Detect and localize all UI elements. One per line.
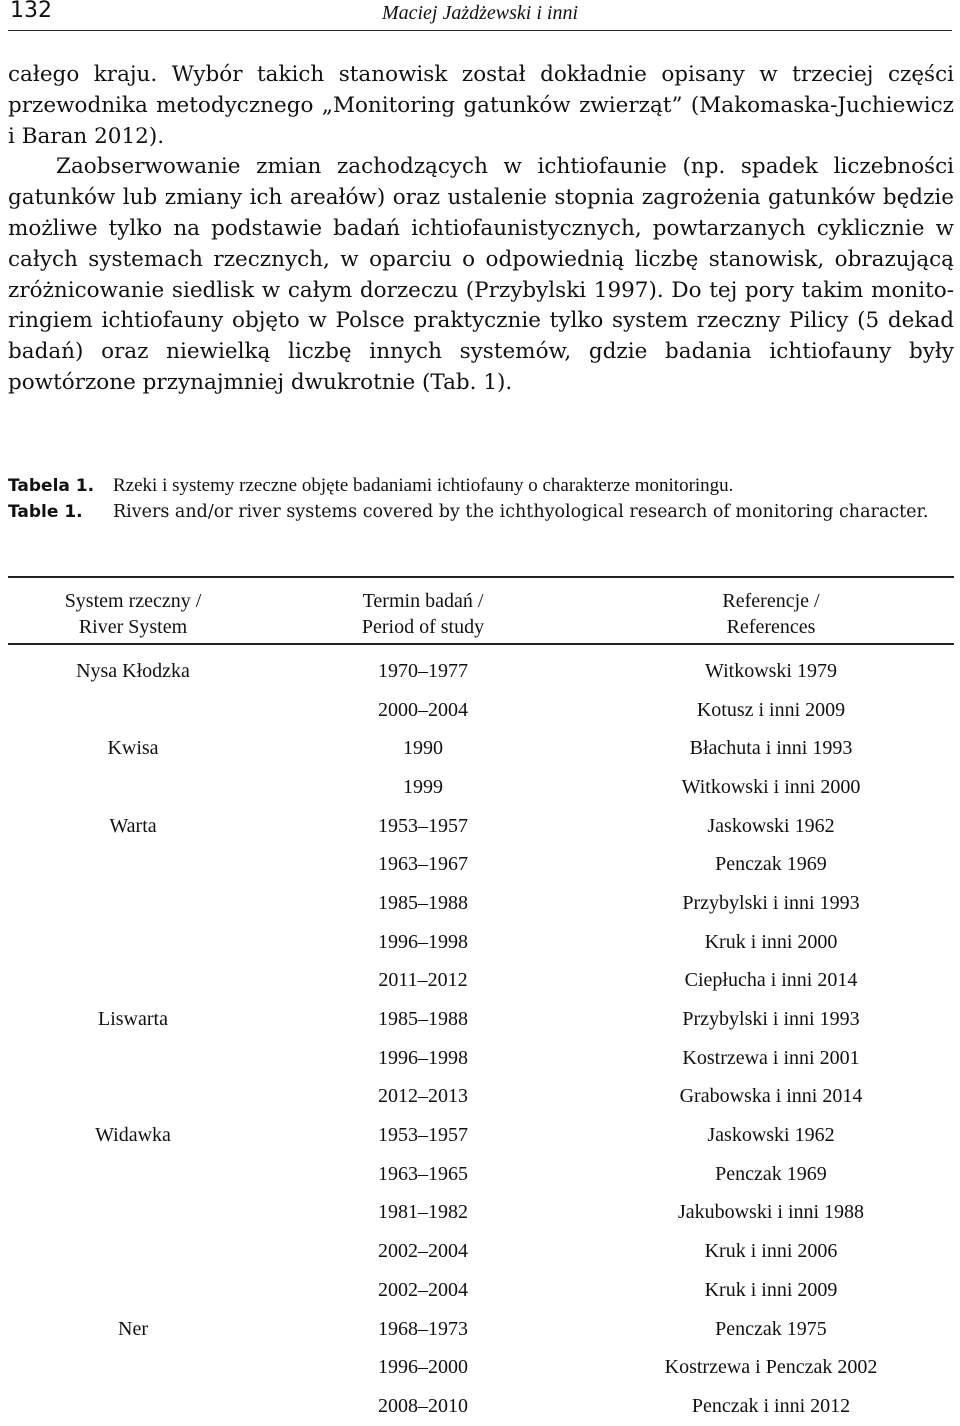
table-row [8,729,954,768]
running-title: Maciej Jażdżewski i inni [381,2,579,24]
cell-reference: Witkowski 1979 [705,659,837,682]
cell-reference: Kotusz i inni 2009 [696,698,846,721]
table-row [8,1078,954,1117]
cell-period: 2008–2010 [378,1394,468,1417]
cell-period: 1985–1988 [378,1008,468,1031]
table-row [8,768,954,807]
cell-river-system [8,1078,258,1117]
table-row [8,884,954,923]
table-row [8,1155,954,1194]
table-row [8,962,954,1001]
caption-text-english: Rivers and/or river systems covered by the ichthyological research of monitoring character. [113,502,929,522]
table-row [8,845,954,884]
cell-reference: Przybylski i inni 1993 [682,1008,860,1031]
cell-river-system [8,884,258,923]
cell-period: 1981–1982 [378,1201,468,1224]
cell-reference: Penczak i inni 2012 [691,1394,851,1417]
table-row [8,652,954,691]
cell-river-system [8,691,258,730]
cell-river-system [8,1155,258,1194]
cell-reference: Jaskowski 1962 [707,1124,835,1147]
cell-period: 2011–2012 [378,969,468,992]
cell-river-system: Ner [118,1317,148,1340]
cell-river-system: Warta [109,814,157,837]
page-header [8,0,952,31]
cell-river-system [8,845,258,884]
header-references: Referencje / References [722,590,820,638]
caption-label-polish: Tabela 1. [8,476,95,496]
cell-period: 1963–1967 [378,853,468,876]
cell-river-system: Widawka [95,1124,171,1147]
table-caption-english [8,499,954,525]
cell-period: 1953–1957 [378,1124,468,1147]
cell-period: 2012–2013 [378,1085,468,1108]
cell-river-system [8,1387,258,1426]
body-text [8,60,954,399]
table-row [8,1310,954,1349]
page-number: 132 [10,0,52,23]
cell-reference: Ciepłucha i inni 2014 [684,969,858,992]
cell-period: 1996–2000 [378,1356,468,1379]
cell-reference: Kruk i inni 2006 [704,1240,838,1263]
table-row [8,1232,954,1271]
table-header-row [8,584,954,644]
table-row [8,923,954,962]
cell-period: 1968–1973 [378,1317,468,1340]
cell-river-system [8,1232,258,1271]
table-row [8,691,954,730]
cell-river-system [8,768,258,807]
table-row [8,1000,954,1039]
table-row [8,807,954,846]
header-period-of-study: Termin badań / Period of study [361,590,485,638]
table-row [8,1387,954,1426]
caption-label-english: Table 1. [8,502,83,522]
cell-reference: Przybylski i inni 1993 [682,891,860,914]
cell-reference: Kostrzewa i inni 2001 [682,1046,860,1069]
paragraph-2: Zaobserwowanie zmian zachodzących w ichtiofaunie (np. spadek liczebności gatunków lub zmiany ich areałów) oraz ustalenie stopnia zagrożenia gatunków będzie możliwe tylko na podstawie badań ichtiofaunistycznych, powtarzanych cyklicznie w całych systemach rzecznych, w oparciu o odpowiednią liczbę stanowisk, obrazującą zróżnicowanie siedlisk w całym dorzeczu (Przybylski 1997). Do tej pory takim monitoringiem ichtiofauny objęto w Polsce praktycznie tylko system rzeczny Pilicy (5 dekad badań) oraz niewielką liczbę innych systemów, gdzie badania ichtiofauny były powtórzone przynajmniej dwukrotnie (Tab. 1). [8,154,954,395]
cell-period: 1996–1998 [378,1046,468,1069]
cell-river-system: Kwisa [107,737,159,760]
table-top-rule [8,576,954,578]
cell-river-system: Nysa Kłodzka [76,659,190,682]
cell-period: 1953–1957 [378,814,468,837]
cell-river-system [8,1271,258,1310]
cell-period: 2002–2004 [378,1278,468,1301]
cell-river-system [8,923,258,962]
cell-river-system: Liswarta [98,1008,168,1031]
cell-period: 2000–2004 [378,698,468,721]
table-row [8,1116,954,1155]
cell-river-system [8,1039,258,1078]
cell-river-system [8,1194,258,1233]
cell-reference: Witkowski i inni 2000 [681,775,861,798]
cell-period: 1985–1988 [378,891,468,914]
cell-reference: Kruk i inni 2009 [704,1278,838,1301]
caption-text-polish: Rzeki i systemy rzeczne objęte badaniami ichtiofauny o charakterze monitoringu. [113,475,734,496]
cell-reference: Kruk i inni 2000 [704,930,838,953]
cell-river-system [8,1348,258,1387]
paragraph-1: całego kraju. Wybór takich stanowisk został dokładnie opisany w trzeciej części przewodnika metodycznego „Monitoring gatunków zwierząt” (Makomaska-Juchiewicz i Baran 2012). [8,62,954,149]
cell-period: 1996–1998 [378,930,468,953]
cell-period: 1990 [403,737,443,760]
cell-reference: Jaskowski 1962 [707,814,835,837]
cell-period: 1999 [403,775,443,798]
cell-reference: Grabowska i inni 2014 [679,1085,863,1108]
header-river-system: System rzeczny / River System [64,590,202,638]
cell-reference: Penczak 1975 [715,1317,827,1340]
cell-reference: Penczak 1969 [715,853,827,876]
cell-reference: Kostrzewa i Penczak 2002 [664,1356,878,1379]
table-row [8,1194,954,1233]
cell-reference: Błachuta i inni 1993 [689,737,853,760]
table-row [8,1271,954,1310]
cell-reference: Jakubowski i inni 1988 [677,1201,865,1224]
cell-period: 1970–1977 [378,659,468,682]
river-systems-table [8,584,954,1426]
table-row [8,1348,954,1387]
table-row [8,1039,954,1078]
table-caption-polish [8,473,954,499]
cell-river-system [8,962,258,1001]
cell-period: 2002–2004 [378,1240,468,1263]
cell-reference: Penczak 1969 [715,1162,827,1185]
cell-period: 1963–1965 [378,1162,468,1185]
